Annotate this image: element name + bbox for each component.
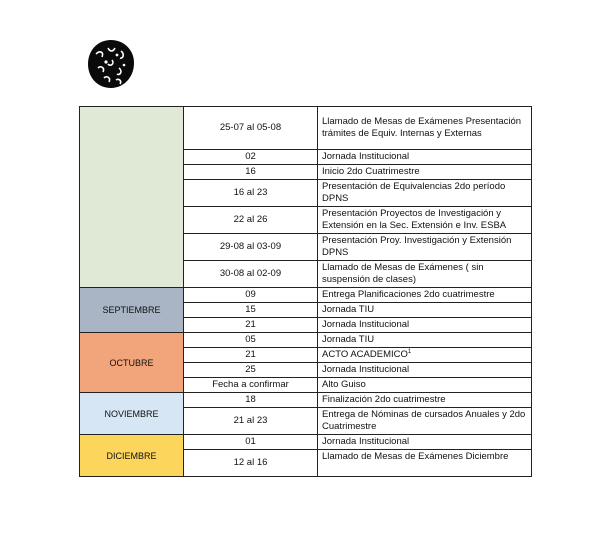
month-cell-septiembre: SEPTIEMBRE [80,288,184,333]
date-cell: 12 al 16 [184,450,318,477]
table-row [80,435,532,450]
date-cell: 29-08 al 03-09 [184,234,318,261]
month-cell-noviembre: NOVIEMBRE [80,393,184,435]
date-cell: 25 [184,363,318,378]
school-crest-icon [86,38,136,90]
table-row [80,393,532,408]
footnote-marker: 1 [407,348,412,355]
date-cell: 21 [184,318,318,333]
date-cell: 01 [184,435,318,450]
date-cell: 21 al 23 [184,408,318,435]
table-row [80,333,532,348]
activity-cell: Llamado de Mesas de Exámenes ( sin suspensión de clases) [318,261,532,288]
date-cell: 02 [184,150,318,165]
date-cell: 16 [184,165,318,180]
date-cell: 05 [184,333,318,348]
month-cell-octubre: OCTUBRE [80,333,184,393]
activity-text: ACTO ACADEMICO [322,349,408,360]
activity-cell: Llamado de Mesas de Exámenes Diciembre [318,450,532,477]
activity-cell [318,348,532,363]
date-cell: 21 [184,348,318,363]
activity-cell: Jornada TIU [318,333,532,348]
activity-cell: Jornada Institucional [318,150,532,165]
activity-cell: Jornada Institucional [318,435,532,450]
date-cell: 09 [184,288,318,303]
activity-cell: Jornada TIU [318,303,532,318]
table-row [80,288,532,303]
date-cell: 16 al 23 [184,180,318,207]
date-cell: 25-07 al 05-08 [184,107,318,150]
activity-cell: Presentación Proyectos de Investigación y Extensión en la Sec. Extensión e Inv. ESBA [318,207,532,234]
month-cell-diciembre: DICIEMBRE [80,435,184,477]
date-cell: Fecha a confirmar [184,378,318,393]
activity-cell: Presentación de Equivalencias 2do período DPNS [318,180,532,207]
activity-cell: Llamado de Mesas de Exámenes Presentación trámites de Equiv. Internas y Externas [318,107,532,150]
month-cell-blank [80,107,184,288]
activity-cell: Alto Guiso [318,378,532,393]
activity-cell: Jornada Institucional [318,318,532,333]
activity-cell: Entrega de Nóminas de cursados Anuales y 2do Cuatrimestre [318,408,532,435]
calendar-table [79,106,532,477]
date-cell: 15 [184,303,318,318]
activity-cell: Jornada Institucional [318,363,532,378]
activity-cell: Presentación Proy. Investigación y Extensión DPNS [318,234,532,261]
date-cell: 22 al 26 [184,207,318,234]
date-cell: 30-08 al 02-09 [184,261,318,288]
activity-cell: Finalización 2do cuatrimestre [318,393,532,408]
date-cell: 18 [184,393,318,408]
table-row [80,107,532,150]
activity-cell: Inicio 2do Cuatrimestre [318,165,532,180]
activity-cell: Entrega Planificaciones 2do cuatrimestre [318,288,532,303]
